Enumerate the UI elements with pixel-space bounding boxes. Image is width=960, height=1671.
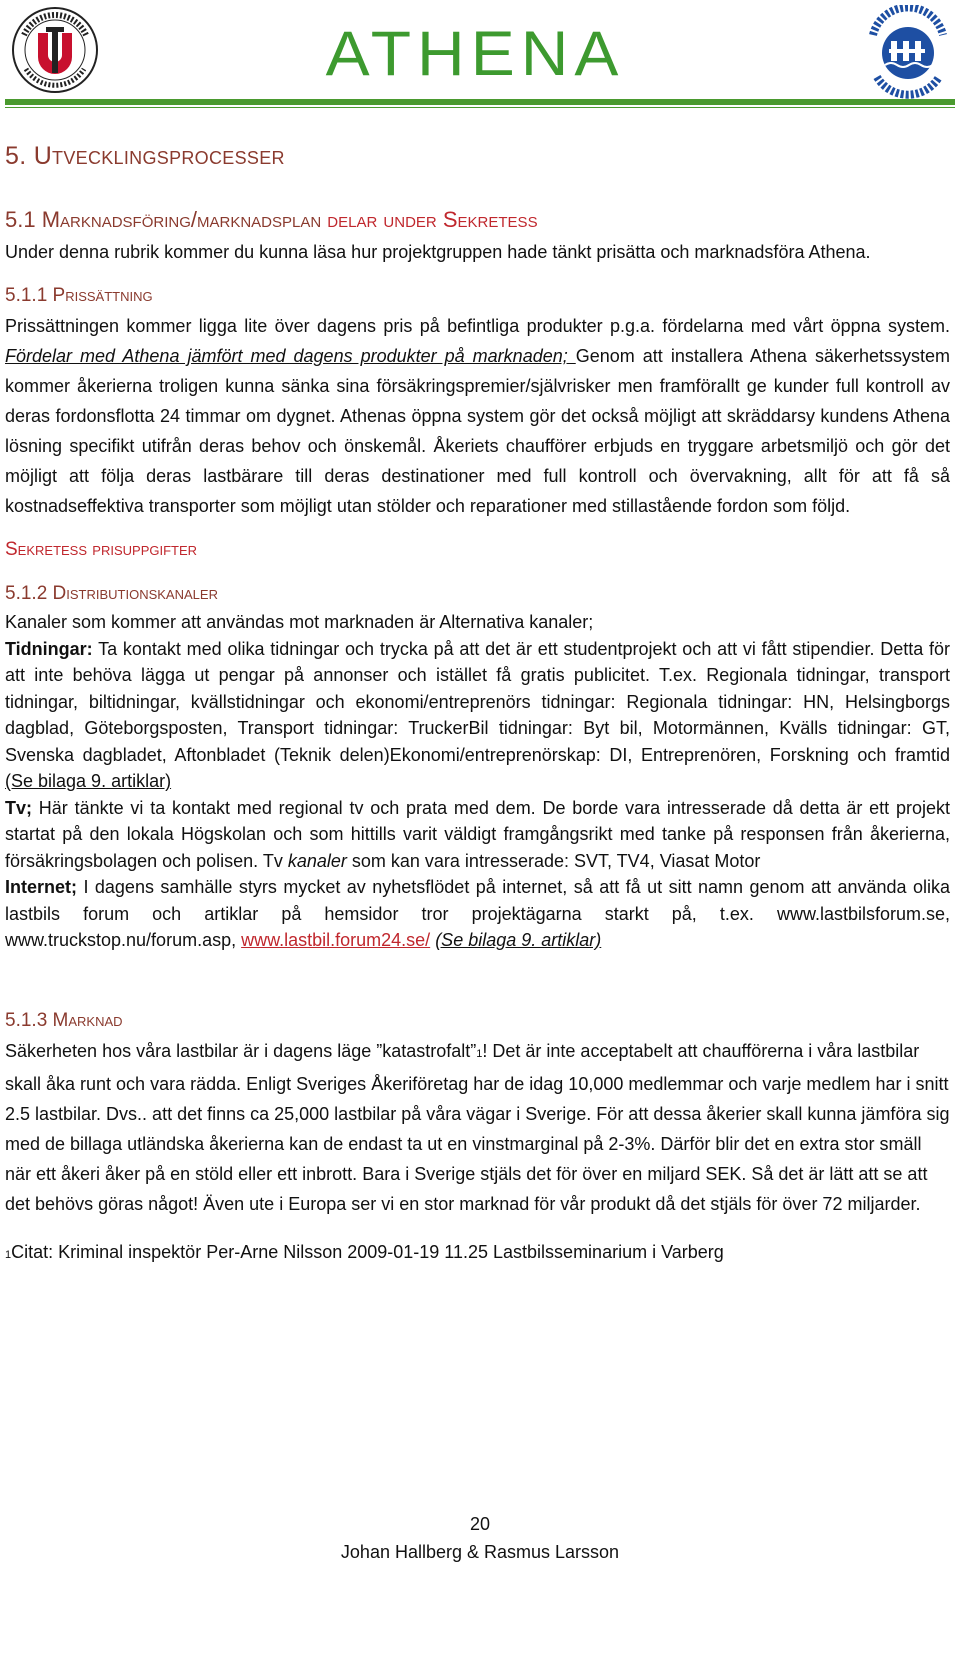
page-header xyxy=(0,0,960,112)
internet-text: I dagens samhälle styrs mycket av nyhetsflödet på internet, så att få ut sitt namn genom att använda olika lastbils forum och artiklar på hemsidor tror projektägarna starkt på, t.ex. www.lastbilsforum.se, www.truckstop.nu/forum.asp, xyxy=(5,877,950,950)
document-body xyxy=(5,130,950,1270)
market-paragraph xyxy=(5,1036,950,1219)
hogskolan-halmstad-logo-icon xyxy=(863,5,953,100)
tv-text: Här tänkte vi ta kontakt med regional tv och prata med dem. De borde vara intresserade då detta är ett projekt startat på den lokala Högskolan och som hittills varit väldigt framgångsrikt med tanke på responsen från åkerierna, försäkringsbolagen och polisen. Tv xyxy=(5,797,950,871)
pricing-text-1: Prissättningen kommer ligga lite över dagens pris på befintliga produkter p.g.a. fördelarna med vårt öppna system. xyxy=(5,316,950,336)
page-footer xyxy=(0,1510,960,1566)
newspapers-appendix-ref: (Se bilaga 9. artiklar) xyxy=(5,771,172,791)
pricing-paragraph xyxy=(5,311,950,521)
subsection-5-1-1-title: 5.1.1 Prissättning xyxy=(5,285,153,306)
secret-price-heading: Sekretess prisuppgifter xyxy=(5,539,198,560)
footnote-text: Citat: Kriminal inspektör Per-Arne Nilsson 2009-01-19 11.25 Lastbilsseminarium i Varberg xyxy=(11,1241,724,1262)
subsection-5-1-3-title: 5.1.3 Marknad xyxy=(5,1009,123,1031)
lastbil-forum-link[interactable]: www.lastbil.forum24.se/ xyxy=(241,930,431,950)
tv-italic: kanaler xyxy=(287,850,347,871)
market-text-1: Säkerheten hos våra lastbilar är i dagens läge ”katastrofalt” xyxy=(5,1040,477,1061)
tv-label: Tv; xyxy=(5,797,32,818)
subsection-5-1-intro: Under denna rubrik kommer du kunna läsa hur projektgruppen hade tänkt prisätta och marknadsföra Athena. xyxy=(5,242,871,262)
brand-title: ATHENA xyxy=(325,17,625,89)
newspapers-text: Ta kontakt med olika tidningar och trycka på att det är ett studentprojekt och att vi fått stipendier. Detta för att inte behöva lägga ut pengar på annonser och istället få gratis publicitet. T.ex. Regionala tidningar, transport tidningar, biltidningar, kvällstidningar och ekonomi/entreprenörs tidningar: Regionala tidningar: HN, Helsingborgs dagblad, Göteborgsposten, Transport tidningar: TruckerBil tidningar: Byt bil, Motormännen, Kvälls tidningar: GT, Svenska dagbladet, Aftonbladet (Teknik delen)Ekonomi/entreprenörskap: DI, Entreprenören, Forskning och framtid xyxy=(5,638,950,765)
pricing-advantages-heading: Fördelar med Athena jämfört med dagens produkter på marknaden; xyxy=(5,346,576,366)
header-divider xyxy=(5,99,955,105)
market-text-2: ! Det är inte acceptabelt att chaufförerna i våra lastbilar skall åka runt och vara rädda. Enligt Sveriges Åkeriföretag har de idag 10,000 medlemmar och varje medlem har i snitt 2.5 lastbilar. Dvs.. att det finns ca 25,000 lastbilar på våra vägar i Sverige. För att dessa åkerier skall kunna jämföra sig med de billaga utländska åkerierna kan de endast ta ut en vinstmarginal på 2-3%. Därför blir det en extra stor smäll när ett åkeri åker på en stöld eller ett inbrott. Bara i Sverige stjäls det för över en miljard SEK. Så det är lätt att se att det behövs göras något! Även ute i Europa ser vi en stor marknad för vår produkt då det stjäls för över 72 miljarder. xyxy=(5,1040,950,1214)
header-divider-thin xyxy=(5,107,955,108)
tv-text-2: som kan vara intresserade: SVT, TV4, Viasat Motor xyxy=(346,850,761,871)
subsection-5-1-title-main: 5.1 Marknadsföring/marknadsplan xyxy=(5,207,328,232)
page-number: 20 xyxy=(469,1514,491,1534)
newspapers-label: Tidningar: xyxy=(5,638,93,659)
footnote xyxy=(5,1237,950,1270)
channels-intro: Kanaler som kommer att användas mot marknaden är Alternativa kanaler; xyxy=(5,612,594,632)
subsection-5-1-title xyxy=(5,203,950,237)
pricing-text-2: Genom att installera Athena säkerhetssystem kommer åkerierna troligen kunna sänka sina försäkringspremier/självrisker men framförallt ge kunder full kontroll av deras fordonsflotta 24 timmar om dygnet. Athenas öppna system gör det också möjligt att skräddarsy kundens Athena lösning specifikt utifrån deras behov och önskemål. Åkeriets chaufförer erbjuds en tryggare arbetsmiljö och gör det möjligt att följa deras lastbärare till deras destinationer med full kontroll och övervakning, allt för att få så kostnadseffektiva transporter som möjligt utan stölder och reparationer med stillastående fordon som följd. xyxy=(5,346,950,516)
section-title: 5. Utvecklingsprocesser xyxy=(5,142,285,170)
internet-label: Internet; xyxy=(5,877,77,897)
footnote-mark: 1 xyxy=(5,1248,12,1261)
utvecklingsingenjorerna-logo-icon xyxy=(10,5,100,95)
subsection-5-1-2-title: 5.1.2 Distributionskanaler xyxy=(5,583,218,604)
authors: Johan Hallberg & Rasmus Larsson xyxy=(340,1542,620,1562)
channels-tv xyxy=(5,795,950,875)
internet-appendix-ref: (Se bilaga 9. artiklar) xyxy=(435,930,602,950)
subsection-5-1-title-secret: delar under Sekretess xyxy=(327,207,538,232)
channels-internet xyxy=(5,874,950,954)
footnote-ref: 1 xyxy=(476,1047,483,1060)
channels-newspapers xyxy=(5,636,950,795)
